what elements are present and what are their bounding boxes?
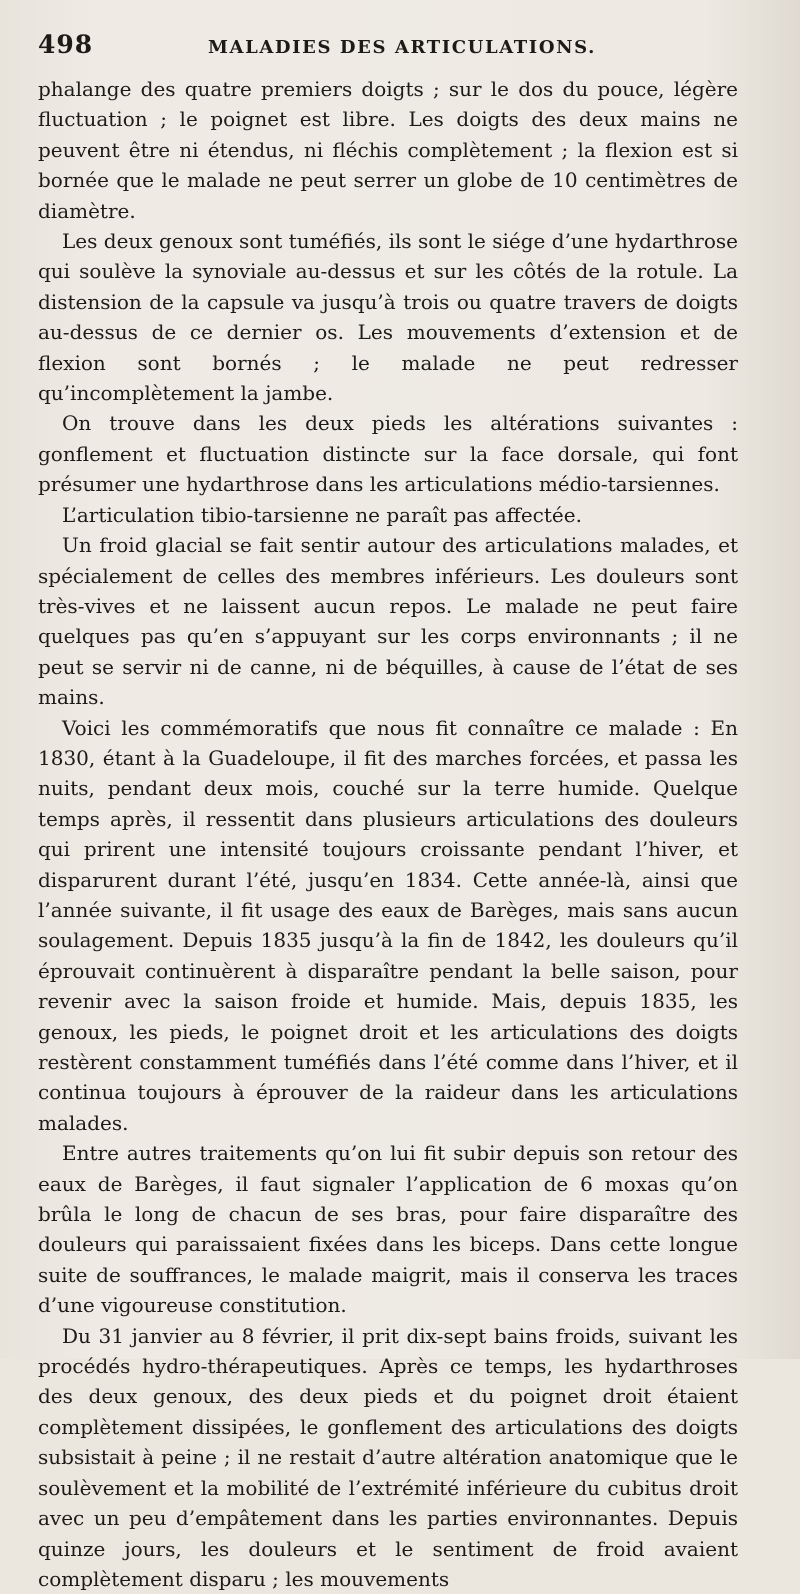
paragraph-1: phalange des quatre premiers doigts ; sur le dos du pouce, légère fluctuation ; le poignet est libre. Les doigts des deux mains ne peuvent être ni étendus, ni fléchis complètement ; la flexion est si bornée que le malade ne peut serrer un globe de 10 centimètres de diamètre. [38,77,738,223]
paragraph-3: On trouve dans les deux pieds les altérations suivantes : gonflement et fluctuation distincte sur la face dorsale, qui font présumer une hydarthrose dans les articulations médio-tarsiennes. [38,411,738,497]
running-head [38,30,734,74]
paragraph-7: Entre autres traitements qu’on lui fit subir depuis son retour des eaux de Barèges, il faut signaler l’application de 6 moxas qu’on brûla le long de chacun de ses bras, pour faire disparaître des douleurs qui paraissaient fixées dans les biceps. Dans cette longue suite de souffrances, le malade maigrit, mais il conserva les traces d’une vigoureuse constitution. [38,1141,738,1318]
page-number: 498 [38,30,94,59]
paragraph-8: Du 31 janvier au 8 février, il prit dix-sept bains froids, suivant les procédés hydro-thérapeutiques. Après ce temps, les hydarthroses des deux genoux, des deux pieds et du poignet droit étaient complètement dissipées, le gonflement des articulations des doigts subsistait à peine ; il ne restait d’autre altération anatomique que le soulèvement et la mobilité de l’extrémité inférieure du cubitus droit avec un peu d’empâtement dans les parties environnantes. Depuis quinze jours, les douleurs et le sentiment de froid avaient complètement disparu ; les mouvements [38,1323,738,1591]
paragraph-2: Les deux genoux sont tuméfiés, ils sont le siége d’une hydarthrose qui soulève la synoviale au-dessus et sur les côtés de la rotule. La distension de la capsule va jusqu’à trois ou quatre travers de doigts au-dessus de ce dernier os. Les mouvements d’extension et de flexion sont bornés ; le malade ne peut redresser qu’incomplètement la jambe. [38,229,738,406]
paragraph-5: Un froid glacial se fait sentir autour des articulations malades, et spécialement de celles des membres inférieurs. Les douleurs sont très-vives et ne laissent aucun repos. Le malade ne peut faire quelques pas qu’en s’appuyant sur les corps environnants ; il ne peut se servir ni de canne, ni de béquilles, à cause de l’état de ses mains. [38,533,738,710]
paragraph-6: Voici les commémoratifs que nous fit connaître ce malade : En 1830, étant à la Guadeloupe, il fit des marches forcées, et passa les nuits, pendant deux mois, couché sur la terre humide. Quelque temps après, il ressentit dans plusieurs articulations des douleurs qui prirent une intensité toujours croissante pendant l’hiver, et disparurent durant l’été, jusqu’en 1834. Cette année-là, ainsi que l’année suivante, il fit usage des eaux de Barèges, mais sans aucun soulagement. Depuis 1835 jusqu’à la fin de 1842, les douleurs qu’il éprouvait continuèrent à disparaître pendant la belle saison, pour revenir avec la saison froide et humide. Mais, depuis 1835, les genoux, les pieds, le poignet droit et les articulations des doigts restèrent constamment tuméfiés dans l’été comme dans l’hiver, et il continua toujours à éprouver de la raideur dans les articulations malades. [38,715,738,1135]
paragraph-4: L’articulation tibio-tarsienne ne paraît pas affectée. [62,502,582,527]
body-text [38,74,738,1594]
running-title: MALADIES DES ARTICULATIONS. [208,37,596,58]
